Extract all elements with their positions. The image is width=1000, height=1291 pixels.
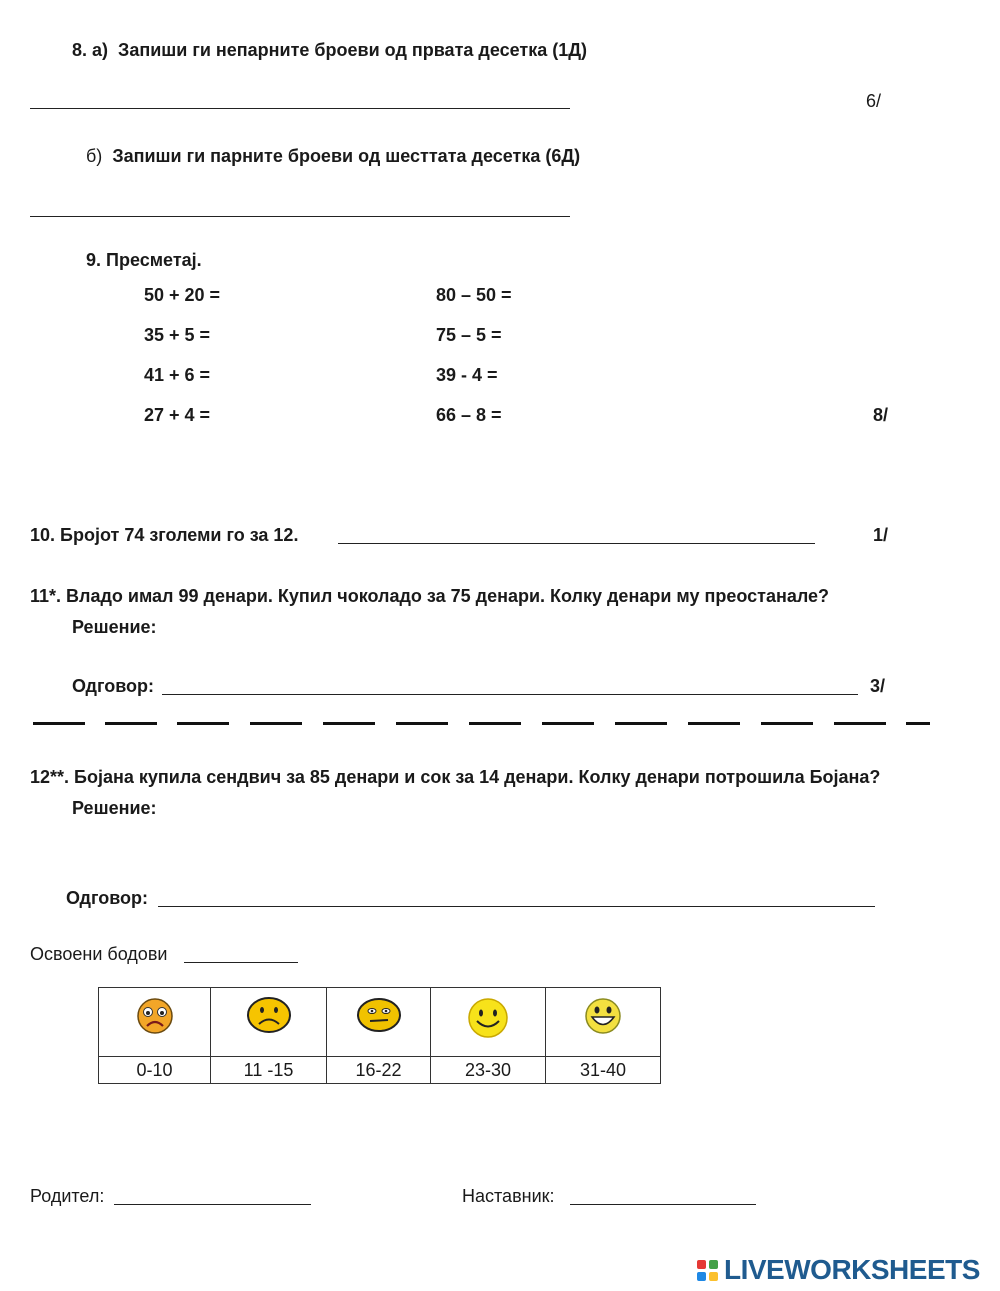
q12-answer-line[interactable]	[158, 906, 875, 907]
scale-face-cell	[431, 988, 546, 1057]
q8b-answer-line[interactable]	[30, 216, 570, 217]
q9-expr[interactable]: 35 + 5 =	[144, 325, 211, 345]
scale-range: 16-22	[327, 1057, 431, 1084]
scale-range: 11 -15	[211, 1057, 327, 1084]
earned-points-label: Освоени бодови	[30, 944, 168, 964]
scale-range: 0-10	[99, 1057, 211, 1084]
q9-expr[interactable]: 50 + 20 =	[144, 285, 221, 305]
scale-range: 31-40	[546, 1057, 661, 1084]
scale-face-cell	[327, 988, 431, 1057]
q9-expr[interactable]: 75 – 5 =	[436, 325, 502, 345]
q8a-label: 8. а) Запиши ги непарните броеви од првата десетка (1Д)	[72, 40, 588, 60]
q8-points: 6/	[866, 91, 882, 111]
q8a-answer-line[interactable]	[30, 108, 570, 109]
q11-answer-line[interactable]	[162, 694, 858, 695]
q9-expr[interactable]: 66 – 8 =	[436, 405, 502, 425]
scale-face-cell	[211, 988, 327, 1057]
logo-text: LIVEWORKSHEETS	[724, 1254, 980, 1285]
q12-solution-label: Решение:	[72, 798, 157, 818]
teacher-signature-line[interactable]	[570, 1204, 756, 1205]
q9-expr[interactable]: 80 – 50 =	[436, 285, 512, 305]
liveworksheets-logo	[697, 1255, 980, 1285]
smile-face-icon	[466, 996, 510, 1040]
q10-answer-line[interactable]	[338, 543, 815, 544]
very-sad-face-icon	[135, 996, 175, 1036]
q8b-label: б) Запиши ги парните броеви од шесттата десетка (6Д)	[86, 146, 581, 166]
sad-face-icon	[246, 996, 292, 1034]
neutral-face-icon	[356, 996, 402, 1034]
grading-scale-table	[98, 987, 661, 1084]
parent-signature-line[interactable]	[114, 1204, 311, 1205]
earned-points-line[interactable]	[184, 962, 298, 963]
q10-points: 1/	[873, 525, 889, 545]
q11-text: 11*. Владо имал 99 денари. Купил чоколадо за 75 денари. Колку денари му преостанале?	[30, 586, 830, 606]
logo-blocks-icon	[697, 1260, 718, 1281]
scale-face-cell	[546, 988, 661, 1057]
q9-expr[interactable]: 39 - 4 =	[436, 365, 498, 385]
q9-title: 9. Пресметај.	[86, 250, 202, 270]
teacher-label: Наставник:	[462, 1186, 555, 1206]
q11-points: 3/	[870, 676, 886, 696]
scale-face-cell	[99, 988, 211, 1057]
q9-points: 8/	[873, 405, 889, 425]
q9-expr[interactable]: 27 + 4 =	[144, 405, 211, 425]
q10-text: 10. Бројот 74 зголеми го за 12.	[30, 525, 299, 545]
q11-answer-label: Одговор:	[72, 676, 155, 696]
scale-range: 23-30	[431, 1057, 546, 1084]
parent-label: Родител:	[30, 1186, 105, 1206]
big-smile-face-icon	[582, 996, 624, 1036]
q12-text: 12**. Бојана купила сендвич за 85 денари и сок за 14 денари. Колку денари потрошила Бојана?	[30, 767, 881, 787]
q9-expr[interactable]: 41 + 6 =	[144, 365, 211, 385]
q11-solution-label: Решение:	[72, 617, 157, 637]
q12-answer-label: Одговор:	[66, 888, 149, 908]
